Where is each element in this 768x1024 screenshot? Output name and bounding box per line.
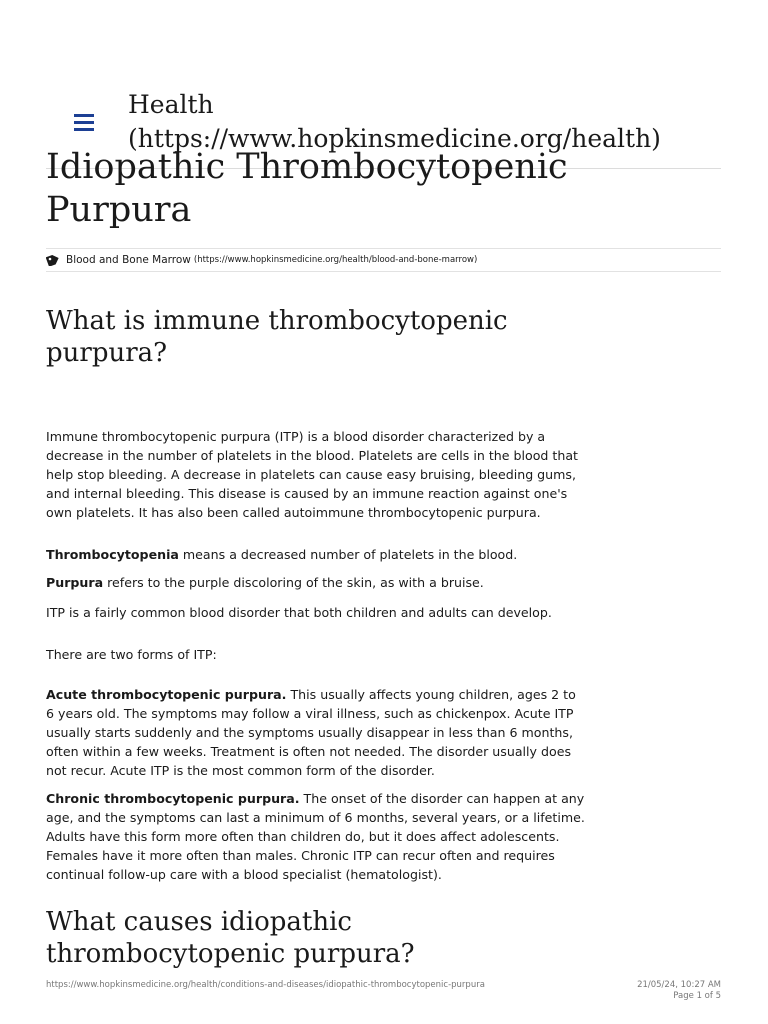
term-acute: Acute thrombocytopenic purpura. xyxy=(46,687,287,702)
definition-thrombocytopenia xyxy=(46,545,586,564)
common-disorder-paragraph: ITP is a fairly common blood disorder that both children and adults can develop. xyxy=(46,605,552,620)
footer-url: https://www.hopkinsmedicine.org/health/conditions-and-diseases/idiopathic-thrombocytopenic-purpura xyxy=(46,980,485,990)
tag-url: (https://www.hopkinsmedicine.org/health/blood-and-bone-marrow) xyxy=(193,255,478,265)
acute-itp-paragraph xyxy=(46,685,586,780)
definition-text: means a decreased number of platelets in the blood. xyxy=(178,547,518,562)
term-purpura: Purpura xyxy=(46,575,104,590)
definition-purpura xyxy=(46,573,586,592)
page-title: Idiopathic Thrombocytopenic Purpura xyxy=(46,147,568,230)
forms-intro-paragraph: There are two forms of ITP: xyxy=(46,647,217,662)
breadcrumb-url: (https://www.hopkinsmedicine.org/health) xyxy=(128,124,661,153)
article-content xyxy=(46,305,586,970)
hamburger-menu-icon[interactable] xyxy=(74,114,94,132)
chronic-text: The onset of the disorder can happen at any age, and the symptoms can last a minimum of 6 months, several years, or a lifetime. Adults have this form more often than children do, but it does affect adolescents. Females have it more often than males. Chronic ITP can recur often and requires continual follow-up care with a blood specialist (hematologist). xyxy=(46,791,585,882)
section-heading-what-is-itp: What is immune thrombocytopenic purpura? xyxy=(46,306,508,368)
section-heading-causes: What causes idiopathic thrombocytopenic purpura? xyxy=(46,907,415,969)
breadcrumb-health-link[interactable]: Health xyxy=(128,90,214,119)
chronic-itp-paragraph xyxy=(46,789,586,884)
tag-link-blood-and-bone-marrow[interactable]: Blood and Bone Marrow xyxy=(66,254,191,266)
intro-paragraph: Immune thrombocytopenic purpura (ITP) is a blood disorder characterized by a decrease in the number of platelets in the blood. Platelets are cells in the blood that help stop bleeding. A decrease in platelets can cause easy bruising, bleeding gums, and internal bleeding. This disease is caused by an immune reaction against one's own platelets. It has also been called autoimmune thrombocytopenic purpura. xyxy=(46,429,578,520)
acute-text: This usually affects young children, ages 2 to 6 years old. The symptoms may follow a viral illness, such as chickenpox. Acute ITP usually starts suddenly and the symptoms usually disappear in less than 6 months, often within a few weeks. Treatment is often not needed. The disorder usually does not recur. Acute ITP is the most common form of the disorder. xyxy=(46,687,576,778)
footer-page-number: Page 1 of 5 xyxy=(673,991,721,1001)
tag-icon xyxy=(46,254,60,266)
footer-meta xyxy=(637,980,721,1002)
definition-text: refers to the purple discoloring of the skin, as with a bruise. xyxy=(103,575,484,590)
footer-datetime: 21/05/24, 10:27 AM xyxy=(637,980,721,990)
term-thrombocytopenia: Thrombocytopenia xyxy=(46,547,179,562)
tag-row xyxy=(46,248,721,272)
term-chronic: Chronic thrombocytopenic purpura. xyxy=(46,791,300,806)
